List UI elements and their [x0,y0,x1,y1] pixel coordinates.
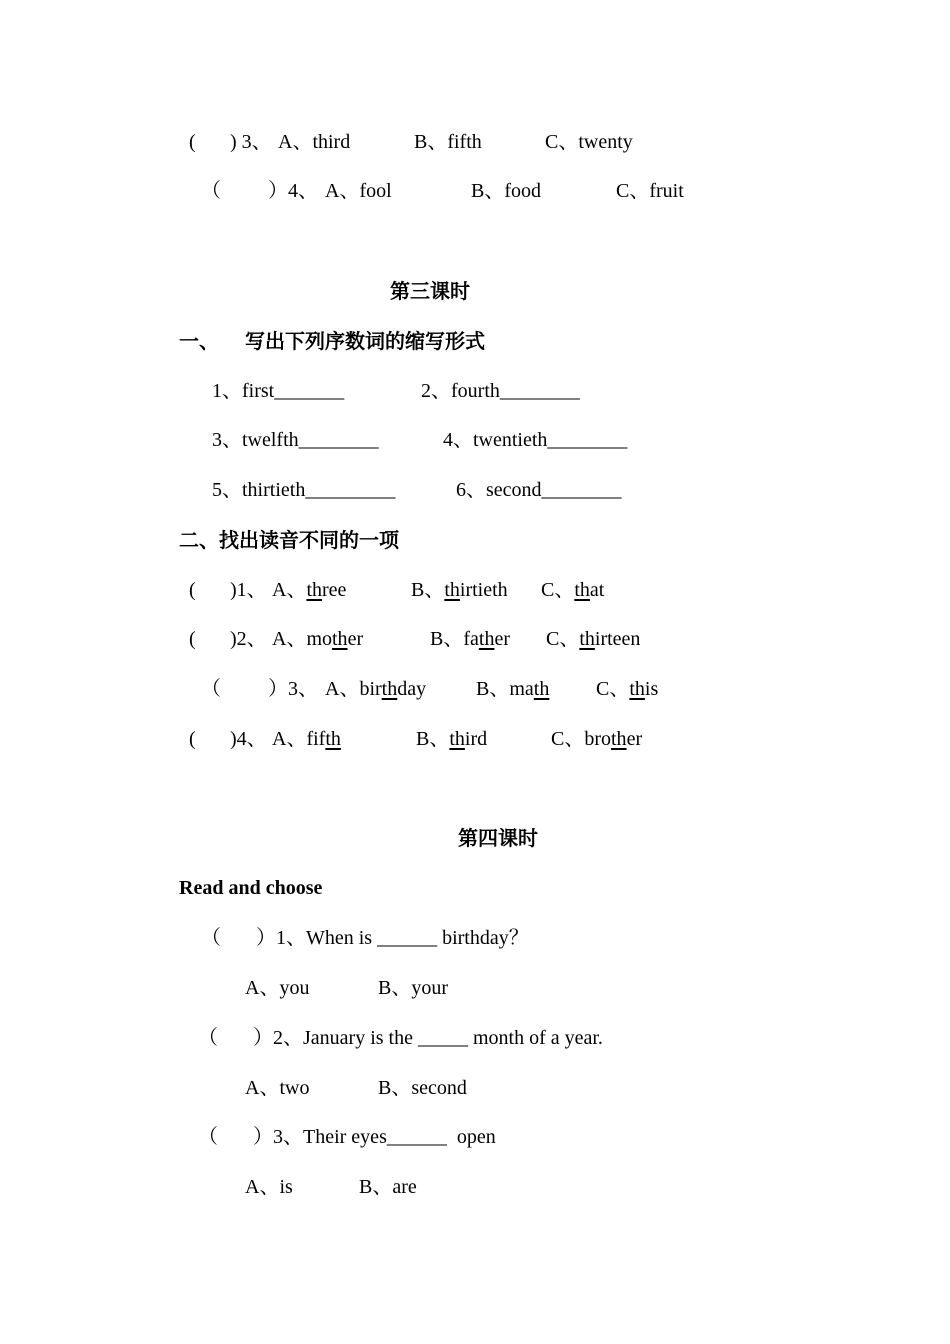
blank-item-3[interactable]: 3、twelfth________ [212,429,379,451]
s2-q2-number: )2、 [230,628,267,650]
s2-q4-paren[interactable]: ( [189,728,196,750]
q3-option-c[interactable]: C、twenty [545,131,633,153]
section1-title: 写出下列序数词的缩写形式 [245,329,485,353]
l4-q2-paren[interactable]: （ [198,1027,218,1049]
q4-option-a[interactable]: A、fool [325,180,392,202]
s2-q2-paren[interactable]: ( [189,628,196,650]
l4-q2-stem: ）2、January is the _____ month of a year. [253,1027,603,1049]
underlined-letters: th [381,678,398,700]
l4-q1-option-b[interactable]: B、your [378,977,448,999]
section2-title: 二、找出读音不同的一项 [179,528,399,552]
underlined-letters: th [332,628,348,650]
underlined-letters: th [478,628,495,650]
underlined-letters: th [306,579,323,601]
blank-item-4[interactable]: 4、twentieth________ [443,429,628,451]
s2-q3-option-c[interactable]: C、this [596,678,659,700]
q4-number: ）4、 [268,180,318,202]
underlined-letters: th [449,728,465,750]
read-and-choose-heading: Read and choose [179,877,323,899]
underlined-letters: th [574,579,590,601]
l4-q1-paren[interactable]: （ [201,927,221,949]
s2-q4-number: )4、 [230,728,267,750]
blank-item-6[interactable]: 6、second________ [456,479,622,501]
section1-number: 一、 [179,329,219,353]
l4-q1-option-a[interactable]: A、you [245,977,310,999]
s2-q4-option-b[interactable]: B、third [416,728,488,750]
q4-option-c[interactable]: C、fruit [616,180,684,202]
blank-item-1[interactable]: 1、first_______ [212,380,345,402]
blank-item-2[interactable]: 2、fourth________ [421,380,580,402]
s2-q2-option-c[interactable]: C、thirteen [546,628,641,650]
underlined-letters: th [629,678,645,700]
l4-q3-option-b[interactable]: B、are [359,1176,417,1198]
l4-q1-stem: ）1、When is ______ birthday？ [256,927,529,949]
s2-q3-option-b[interactable]: B、math [476,678,550,700]
q3-option-b[interactable]: B、fifth [414,131,482,153]
underlined-letters: th [579,628,595,650]
s2-q4-option-c[interactable]: C、brother [551,728,643,750]
underlined-letters: th [611,728,627,750]
s2-q2-option-b[interactable]: B、father [430,628,510,650]
l4-q3-option-a[interactable]: A、is [245,1176,293,1198]
s2-q3-number: ）3、 [268,678,318,700]
s2-q1-option-c[interactable]: C、that [541,579,605,601]
s2-q3-paren[interactable]: （ [201,678,221,700]
lesson4-title: 第四课时 [458,826,538,850]
blank-item-5[interactable]: 5、thirtieth_________ [212,479,396,501]
s2-q1-paren[interactable]: ( [189,579,196,601]
l4-q3-paren[interactable]: （ [198,1126,218,1148]
s2-q2-option-a[interactable]: A、mother [272,628,364,650]
l4-q2-option-a[interactable]: A、two [245,1077,310,1099]
l4-q2-option-b[interactable]: B、second [378,1077,467,1099]
q4-paren[interactable]: （ [201,180,221,202]
s2-q1-option-a[interactable]: A、three [272,579,347,601]
underlined-letters: th [533,678,550,700]
q4-option-b[interactable]: B、food [471,180,541,202]
underlined-letters: th [325,728,341,750]
s2-q4-option-a[interactable]: A、fifth [272,728,341,750]
q3-paren[interactable]: ( [189,131,196,153]
q3-option-a[interactable]: A、third [278,131,351,153]
s2-q1-option-b[interactable]: B、thirtieth [411,579,508,601]
s2-q3-option-a[interactable]: A、birthday [325,678,427,700]
s2-q1-number: )1、 [230,579,267,601]
l4-q3-stem: ）3、Their eyes______ open [253,1126,496,1148]
q3-number: ) 3、 [230,131,272,153]
underlined-letters: th [444,579,460,601]
lesson3-title: 第三课时 [390,279,470,303]
